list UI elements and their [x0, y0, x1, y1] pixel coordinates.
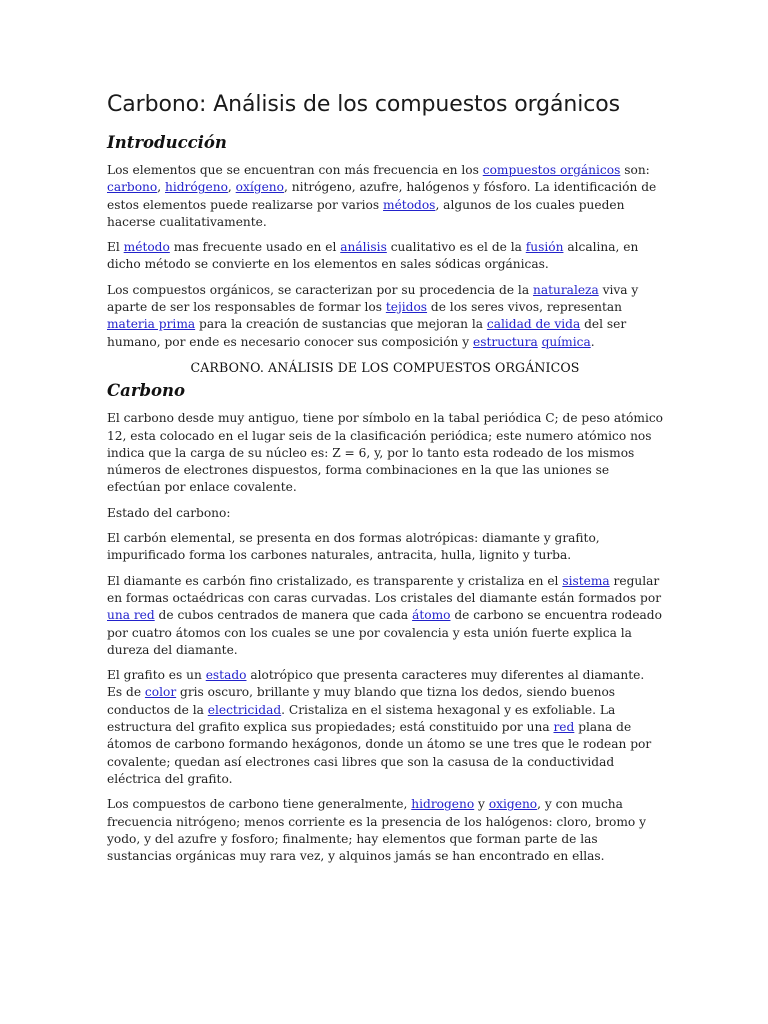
text: de los seres vivos, representan	[427, 300, 623, 315]
link-carbono[interactable]: carbono	[107, 180, 158, 195]
text: alcalina, en dicho método se convierte en los elementos en sales sódicas orgánicas.	[107, 240, 639, 272]
link-color[interactable]: color	[144, 685, 177, 700]
text: viva y aparte de ser los responsables de formar los	[107, 282, 639, 315]
text: Los compuestos orgánicos, se caracterizan por su procedencia de la	[107, 282, 533, 297]
document-page	[107, 90, 663, 873]
carbono-paragraph-4	[107, 573, 663, 659]
link-fusion[interactable]: fusión	[525, 240, 564, 255]
text: cualitativo es el de la	[386, 240, 526, 255]
text: plana de átomos de carbono formando hexágonos, donde un átomo se une tres que le rodean por covalente; quedan así electrones casi libres que son la casusa de la conductividad eléctrica del grafito.	[107, 720, 652, 786]
link-oxigeno-2[interactable]: oxigeno	[488, 797, 538, 812]
text: mas frecuente usado en el	[169, 240, 341, 255]
text: ,	[227, 180, 236, 195]
carbono-paragraph-1: El carbono desde muy antiguo, tiene por símbolo en la tabal periódica C; de peso atómico 12, esta colocado en el lugar seis de la clasificación periódica; este numero atómico nos indica que la carga de su núcleo es: Z = 6, y, por lo tanto esta rodeado de los mismos números de electrones dispuestos, forma combinaciones en la que las uniones se efectúan por enlace covalente.	[107, 411, 664, 495]
text: ,	[157, 180, 165, 195]
text: , y con mucha frecuencia nitrógeno; menos corriente es la presencia de los halógenos: cloro, bromo y yodo, y del azufre y fosforo; finalmente; hay elementos que forman parte de las sustancias orgánicas muy rara vez, y alquinos jamás se han encontrado en ellas.	[107, 797, 647, 864]
text: Los elementos que se encuentran con más frecuencia en los	[107, 163, 483, 177]
link-sistema[interactable]: sistema	[562, 573, 610, 588]
text: para la creación de sustancias que mejoran la	[195, 317, 487, 332]
text: El grafito es un	[107, 668, 206, 683]
carbono-paragraph-2: Estado del carbono:	[107, 505, 231, 520]
link-metodo[interactable]: método	[123, 240, 170, 255]
text: de cubos centrados de manera que cada	[154, 608, 413, 623]
text: , nitrógeno, azufre, halógenos y fósforo. La identificación de estos elementos puede realizarse por varios	[107, 180, 657, 212]
link-estructura[interactable]: estructura	[473, 334, 538, 349]
link-una-red[interactable]: una red	[107, 608, 155, 623]
text: .	[590, 334, 595, 349]
link-red[interactable]: red	[553, 720, 575, 735]
carbono-paragraph-3: El carbón elemental, se presenta en dos formas alotrópicas: diamante y grafito, impurificado forma los carbones naturales, antracita, hulla, lignito y turba.	[107, 531, 600, 563]
text: gris oscuro, brillante y muy blando que tizna los dedos, siendo buenos conductos de la	[107, 685, 616, 717]
link-hidrogeno[interactable]: hidrógeno	[165, 180, 228, 195]
text: y	[474, 797, 489, 812]
text: Los compuestos de carbono tiene generalmente,	[107, 797, 412, 812]
link-compuestos-organicos[interactable]: compuestos orgánicos	[482, 163, 621, 177]
link-quimica[interactable]: química	[541, 334, 591, 349]
link-tejidos[interactable]: tejidos	[385, 300, 428, 315]
carbono-paragraph-5	[107, 667, 663, 788]
link-naturaleza[interactable]: naturaleza	[532, 282, 599, 297]
text: . Cristaliza en el sistema hexagonal y es exfoliable. La estructura del grafito explica sus propiedades; está constituido por una	[107, 702, 616, 735]
text: , algunos de los cuales pueden hacerse cualitativamente.	[107, 197, 625, 229]
link-metodos[interactable]: métodos	[383, 197, 436, 212]
carbono-heading: Carbono	[107, 381, 186, 401]
link-estado[interactable]: estado	[205, 668, 247, 683]
carbono-paragraph-6	[107, 796, 663, 865]
intro-paragraph-3	[107, 282, 663, 351]
text: El	[107, 240, 124, 255]
text: regular en formas octaédricas con caras curvadas. Los cristales del diamante están formados por	[107, 573, 662, 605]
section-caption: CARBONO. ANÁLISIS DE LOS COMPUESTOS ORGÁNICOS	[190, 359, 580, 375]
link-hidrogeno-2[interactable]: hidrogeno	[411, 797, 475, 812]
link-electricidad[interactable]: electricidad	[207, 702, 282, 717]
text: son:	[620, 163, 650, 177]
text: del ser humano, por ende es necesario conocer sus composición y	[107, 317, 627, 349]
text: alotrópico que presenta caracteres muy diferentes al diamante. Es de	[107, 668, 645, 700]
page-title: Carbono: Análisis de los compuestos orgánicos	[107, 92, 620, 117]
link-oxigeno[interactable]: oxígeno	[235, 180, 284, 195]
intro-paragraph-2	[107, 239, 663, 274]
link-atomo[interactable]: átomo	[412, 608, 451, 623]
intro-heading: Introducción	[107, 133, 227, 152]
intro-paragraph-1	[107, 162, 663, 231]
text: El diamante es carbón fino cristalizado, es transparente y cristaliza en el	[107, 573, 563, 588]
text: de carbono se encuentra rodeado por cuatro átomos con los cuales se une por covalencia y esta unión fuerte explica la dureza del diamante.	[107, 608, 662, 657]
link-materia-prima[interactable]: materia prima	[107, 317, 196, 332]
link-calidad-de-vida[interactable]: calidad de vida	[486, 317, 581, 332]
link-analisis[interactable]: análisis	[340, 240, 387, 255]
